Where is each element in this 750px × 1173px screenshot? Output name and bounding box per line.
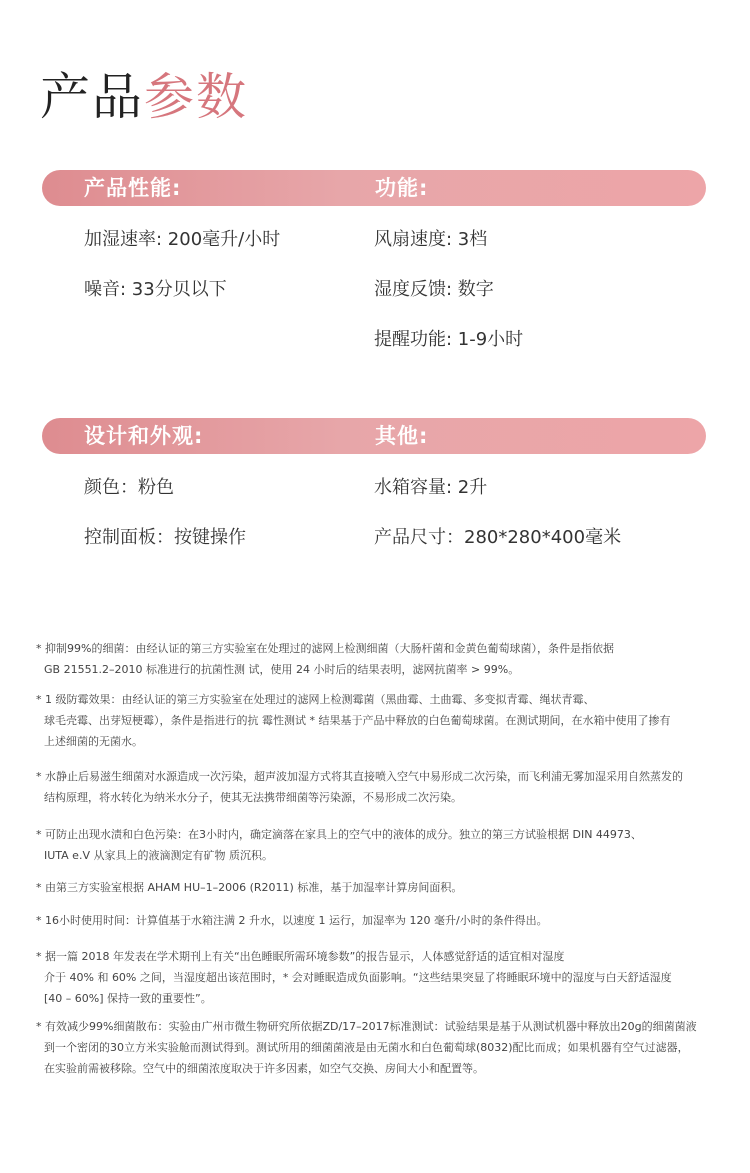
footnote-line: 上述细菌的无菌水。 (44, 735, 143, 748)
spec-control-panel: 控制面板：按键操作 (84, 527, 246, 548)
heading-functions: 功能: (375, 176, 429, 200)
spec-noise: 噪音: 33分贝以下 (84, 279, 227, 300)
heading-design-appearance: 设计和外观: (84, 424, 204, 448)
footnote-line: * 水静止后易滋生细菌对水源造成一次污染，超声波加湿方式将其直接喷入空气中易形成二次污染，而飞利浦无雾加湿采用自然蒸发的 (36, 770, 683, 783)
footnote-sleep-humidity (36, 946, 736, 1009)
title-part-parameters: 参数 (144, 68, 248, 126)
footnote-line: 结构原理，将水转化为纳米水分子，使其无法携带细菌等污染源，不易形成二次污染。 (44, 791, 462, 804)
spec-reminder: 提醒功能: 1-9小时 (374, 329, 524, 350)
footnote-line: 在实验前需被移除。空气中的细菌浓度取决于许多因素，如空气交换、房间大小和配置等。 (44, 1062, 484, 1075)
spec-dimensions: 产品尺寸：280*280*400毫米 (374, 527, 622, 548)
heading-other: 其他: (375, 424, 429, 448)
spec-humidification-rate: 加湿速率: 200毫升/小时 (84, 229, 281, 250)
section-header-band-performance (42, 170, 706, 206)
footnote-line: 介于 40% 和 60% 之间，当湿度超出该范围时，* 会对睡眠造成负面影响。“这些结果突显了将睡眠环境中的湿度与白天舒适湿度 (44, 971, 672, 984)
page-title (40, 62, 248, 132)
footnote-line: IUTA e.V 从家具上的液滴测定有矿物 质沉积。 (44, 849, 273, 862)
footnote-line: * 由第三方实验室根据 AHAM HU–1–2006 (R2011) 标准，基于加湿率计算房间面积。 (36, 881, 463, 894)
footnote-line: * 据一篇 2018 年发表在学术期刊上有关“出色睡眠所需环境参数”的报告显示，人体感觉舒适的适宜相对湿度 (36, 950, 565, 963)
footnote-room-area (36, 877, 736, 898)
footnote-anti-mold (36, 689, 736, 752)
footnote-line: 球毛壳霉、出芽短梗霉），条件是指进行的抗 霉性测试 * 结果基于产品中释放的白色葡萄球菌。在测试期间，在水箱中使用了掺有 (44, 714, 671, 727)
section-header-band-design (42, 418, 706, 454)
footnote-line: 到一个密闭的30立方米实验舱而测试得到。测试所用的细菌菌液是由无菌水和白色葡萄球(8032)配比而成；如果机器有空气过滤器， (44, 1041, 689, 1054)
spec-tank-capacity: 水箱容量: 2升 (374, 477, 488, 498)
spec-humidity-feedback: 湿度反馈: 数字 (374, 279, 494, 300)
footnote-line: * 抑制99%的细菌：由经认证的第三方实验室在处理过的滤网上检测细菌（大肠杆菌和金黄色葡萄球菌），条件是指依据 (36, 642, 614, 655)
footnote-line: GB 21551.2–2010 标准进行的抗菌性测 试，使用 24 小时后的结果表明，滤网抗菌率 > 99%。 (44, 663, 520, 676)
footnote-line: [40 – 60%] 保持一致的重要性”。 (44, 992, 212, 1005)
footnote-line: * 可防止出现水渍和白色污染：在3小时内，确定滴落在家具上的空气中的液体的成分。独立的第三方试验根据 DIN 44973、 (36, 828, 642, 841)
footnote-bacteria-reduction (36, 1016, 736, 1079)
spec-fan-speed: 风扇速度: 3档 (374, 229, 488, 250)
footnote-line: * 1 级防霉效果：由经认证的第三方实验室在处理过的滤网上检测霉菌（黑曲霉、土曲霉、多变拟青霉、绳状青霉、 (36, 693, 595, 706)
footnote-line: * 16小时使用时间：计算值基于水箱注满 2 升水，以速度 1 运行，加湿率为 120 毫升/小时的条件得出。 (36, 914, 548, 927)
footnote-white-dust (36, 824, 736, 866)
footnote-line: * 有效减少99%细菌散布：实验由广州市微生物研究所依据ZD/17–2017标准测试：试验结果是基于从测试机器中释放出20g的细菌菌液 (36, 1020, 697, 1033)
footnote-antibacterial (36, 638, 736, 680)
title-part-product: 产品 (40, 68, 144, 126)
footnote-secondary-pollution (36, 766, 736, 808)
heading-product-performance: 产品性能: (84, 176, 182, 200)
footnote-usage-time (36, 910, 736, 931)
spec-color: 颜色：粉色 (84, 477, 174, 498)
